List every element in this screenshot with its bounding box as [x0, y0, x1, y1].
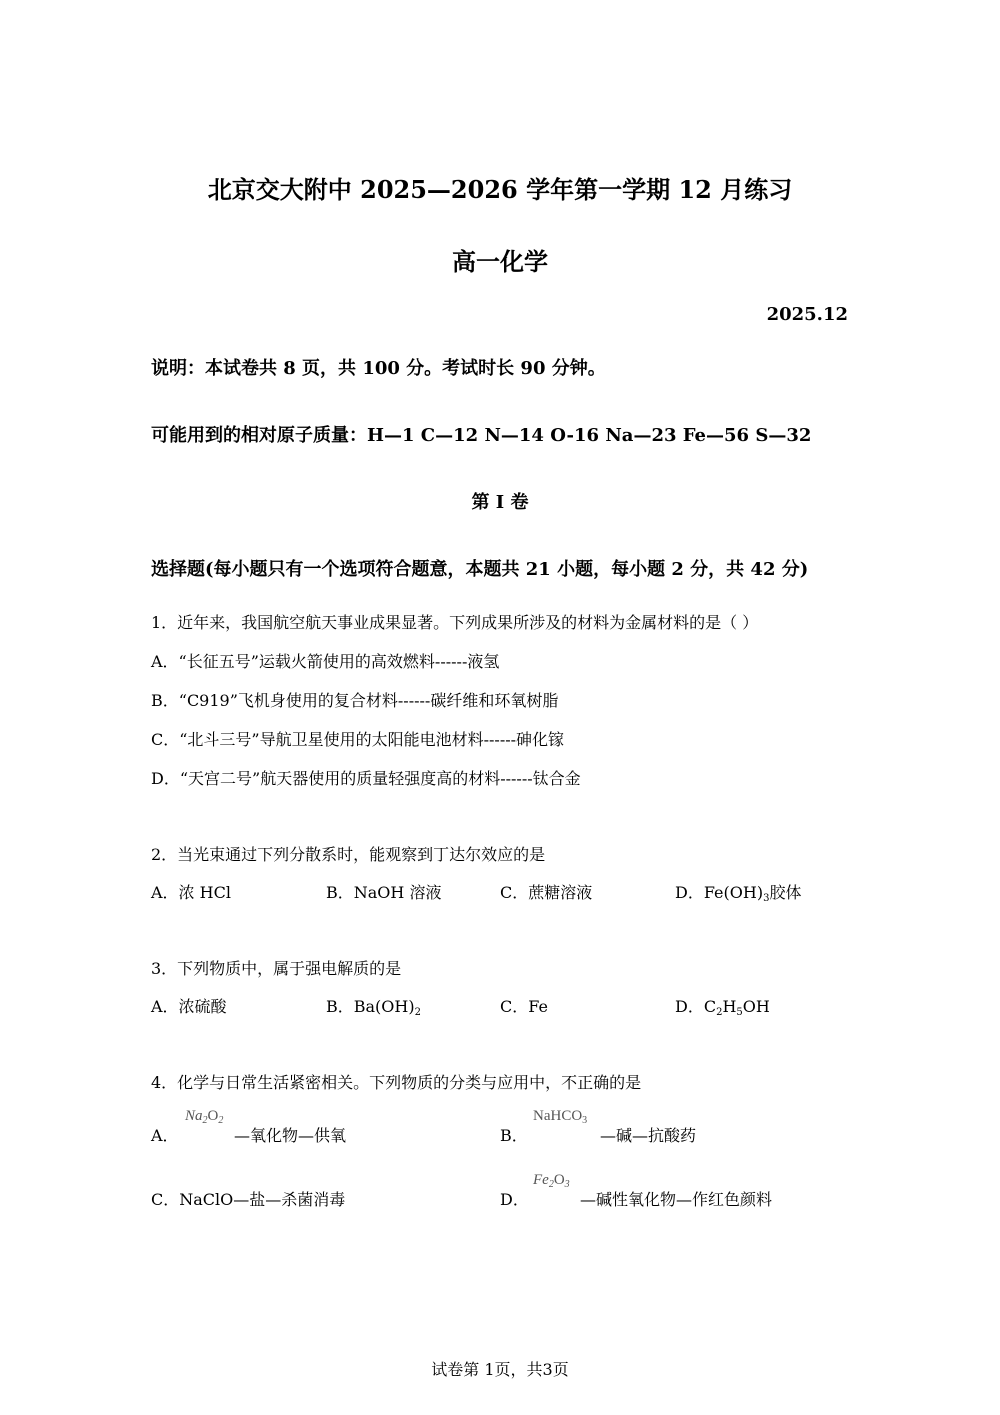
- q4-option-a-label: A．: [151, 1126, 179, 1145]
- q4-option-b-formula: NaHCO$_3$: [533, 1108, 588, 1126]
- q1-option-b: B．“C919”飞机身使用的复合材料------碳纤维和环氧树脂: [151, 691, 559, 710]
- q4-option-d-text: —碱性氧化物—作红色颜料: [580, 1190, 773, 1209]
- q3-option-b: B．$Ba(OH)_2$: [326, 997, 421, 1018]
- q3-option-d: D．$C_2H_5OH$: [675, 997, 770, 1018]
- q2-option-a: A．浓 HCl: [151, 883, 231, 902]
- q4-option-a-formula: $Na_2O_2$: [185, 1108, 224, 1126]
- q2-stem: 2．当光束通过下列分散系时，能观察到丁达尔效应的是: [151, 845, 546, 864]
- q3-option-c: C．Fe: [500, 997, 548, 1016]
- atomic-masses: 可能用到的相对原子质量：H—1 C—12 N—14 O-16 Na—23 Fe—56 S—32: [151, 425, 812, 446]
- q3-option-a: A．浓硫酸: [151, 997, 227, 1016]
- q2-option-b: B．NaOH 溶液: [326, 883, 442, 902]
- q1-option-c: C．“北斗三号”导航卫星使用的太阳能电池材料------砷化镓: [151, 730, 565, 749]
- q4-option-c: C．NaClO—盐—杀菌消毒: [151, 1190, 346, 1209]
- q3-stem: 3．下列物质中，属于强电解质的是: [151, 959, 402, 978]
- section-heading: 选择题(每小题只有一个选项符合题意，本题共 21 小题，每小题 2 分，共 42 分): [151, 559, 809, 580]
- volume-heading: 第 I 卷: [471, 492, 529, 513]
- exam-instructions: 说明：本试卷共 8 页，共 100 分。考试时长 90 分钟。: [151, 358, 606, 379]
- q4-stem: 4．化学与日常生活紧密相关。下列物质的分类与应用中，不正确的是: [151, 1073, 642, 1092]
- q4-option-b-text: —碱—抗酸药: [600, 1126, 697, 1145]
- exam-title: 北京交大附中 2025—2026 学年第一学期 12 月练习: [207, 175, 793, 204]
- q4-option-d-label: D．: [500, 1190, 529, 1209]
- q1-stem: 1．近年来，我国航空航天事业成果显著。下列成果所涉及的材料为金属材料的是（ ）: [151, 613, 759, 632]
- q4-option-b-label: B．: [500, 1126, 528, 1145]
- exam-date: 2025.12: [766, 304, 848, 325]
- q4-option-d-formula: $Fe_2O_3$: [533, 1172, 570, 1190]
- q2-option-c: C．蔗糖溶液: [500, 883, 593, 902]
- q2-option-d: D．$Fe(OH)_3$胶体: [675, 883, 802, 904]
- q4-option-a-text: —氧化物—供氧: [234, 1126, 347, 1145]
- q1-option-d: D．“天宫二号”航天器使用的质量轻强度高的材料------钛合金: [151, 769, 581, 788]
- exam-subject: 高一化学: [452, 247, 548, 276]
- page-footer: 试卷第 1页，共3页: [431, 1360, 569, 1379]
- q1-option-a: A．“长征五号”运载火箭使用的高效燃料------液氢: [151, 652, 500, 671]
